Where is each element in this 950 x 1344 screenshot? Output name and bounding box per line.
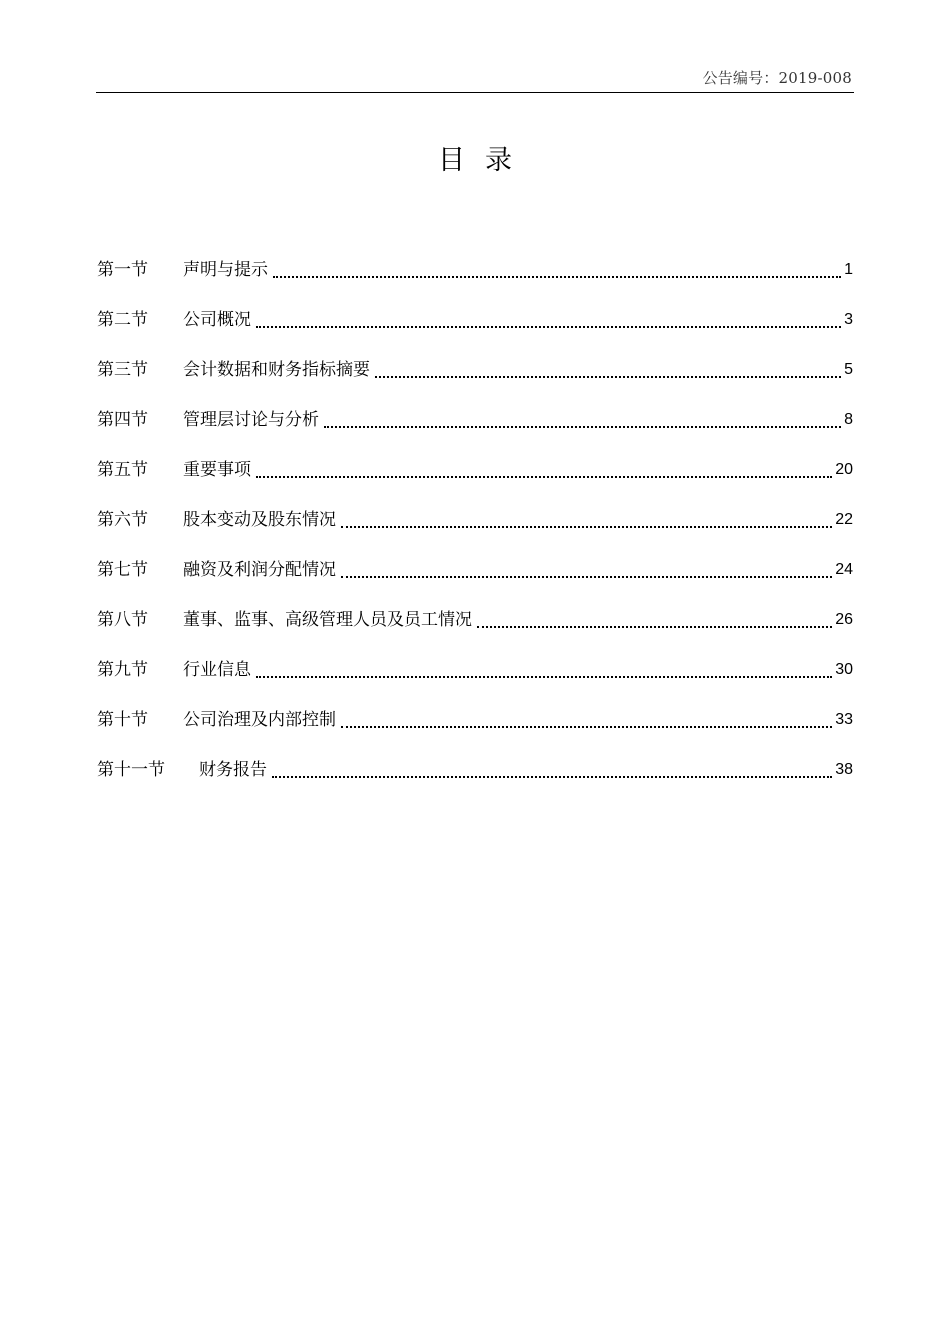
dot-leader	[273, 256, 841, 278]
toc-section-number: 第八节	[97, 610, 148, 630]
toc-entry[interactable]	[97, 706, 853, 756]
dot-leader	[256, 456, 832, 478]
toc-entry[interactable]	[97, 606, 853, 656]
toc-page-number: 30	[835, 661, 853, 678]
toc-section-title: 重要事项	[183, 460, 251, 480]
toc-list	[97, 256, 853, 806]
page-header	[96, 60, 854, 93]
toc-section-number: 第五节	[97, 460, 148, 480]
toc-page-number: 20	[835, 461, 853, 478]
toc-entry[interactable]	[97, 456, 853, 506]
dot-leader	[324, 406, 841, 428]
toc-section-number: 第十节	[97, 710, 148, 730]
toc-section-title: 财务报告	[199, 760, 267, 780]
toc-page-number: 3	[844, 311, 853, 328]
toc-section-title: 声明与提示	[183, 260, 268, 280]
toc-section-number: 第十一节	[97, 760, 165, 780]
toc-section-number: 第三节	[97, 360, 148, 380]
toc-section-title: 管理层讨论与分析	[183, 410, 319, 430]
toc-section-title: 股本变动及股东情况	[183, 510, 336, 530]
toc-section-title: 融资及利润分配情况	[183, 560, 336, 580]
toc-section-title: 行业信息	[183, 660, 251, 680]
toc-section-number: 第一节	[97, 260, 148, 280]
toc-entry[interactable]	[97, 556, 853, 606]
toc-section-title: 会计数据和财务指标摘要	[183, 360, 370, 380]
toc-page-number: 22	[835, 511, 853, 528]
toc-section-title: 董事、监事、高级管理人员及员工情况	[183, 610, 472, 630]
toc-page-number: 33	[835, 711, 853, 728]
toc-page-number: 1	[844, 261, 853, 278]
toc-section-number: 第四节	[97, 410, 148, 430]
toc-section-number: 第二节	[97, 310, 148, 330]
toc-page-number: 5	[844, 361, 853, 378]
toc-section-number: 第九节	[97, 660, 148, 680]
dot-leader	[341, 706, 832, 728]
dot-leader	[272, 756, 832, 778]
toc-page-number: 38	[835, 761, 853, 778]
toc-page-number: 24	[835, 561, 853, 578]
dot-leader	[256, 306, 841, 328]
toc-entry[interactable]	[97, 406, 853, 456]
toc-section-title: 公司概况	[183, 310, 251, 330]
toc-entry[interactable]	[97, 656, 853, 706]
announcement-number: 公告编号：2019-008	[702, 69, 852, 87]
toc-title: 目录	[438, 145, 532, 176]
dot-leader	[477, 606, 832, 628]
toc-entry[interactable]	[97, 756, 853, 806]
toc-section-title: 公司治理及内部控制	[183, 710, 336, 730]
toc-section-number: 第六节	[97, 510, 148, 530]
dot-leader	[375, 356, 841, 378]
toc-page-number: 8	[844, 411, 853, 428]
toc-entry[interactable]	[97, 506, 853, 556]
toc-entry[interactable]	[97, 306, 853, 356]
toc-page-number: 26	[835, 611, 853, 628]
toc-entry[interactable]	[97, 256, 853, 306]
dot-leader	[341, 506, 832, 528]
dot-leader	[341, 556, 832, 578]
toc-section-number: 第七节	[97, 560, 148, 580]
toc-entry[interactable]	[97, 356, 853, 406]
dot-leader	[256, 656, 832, 678]
